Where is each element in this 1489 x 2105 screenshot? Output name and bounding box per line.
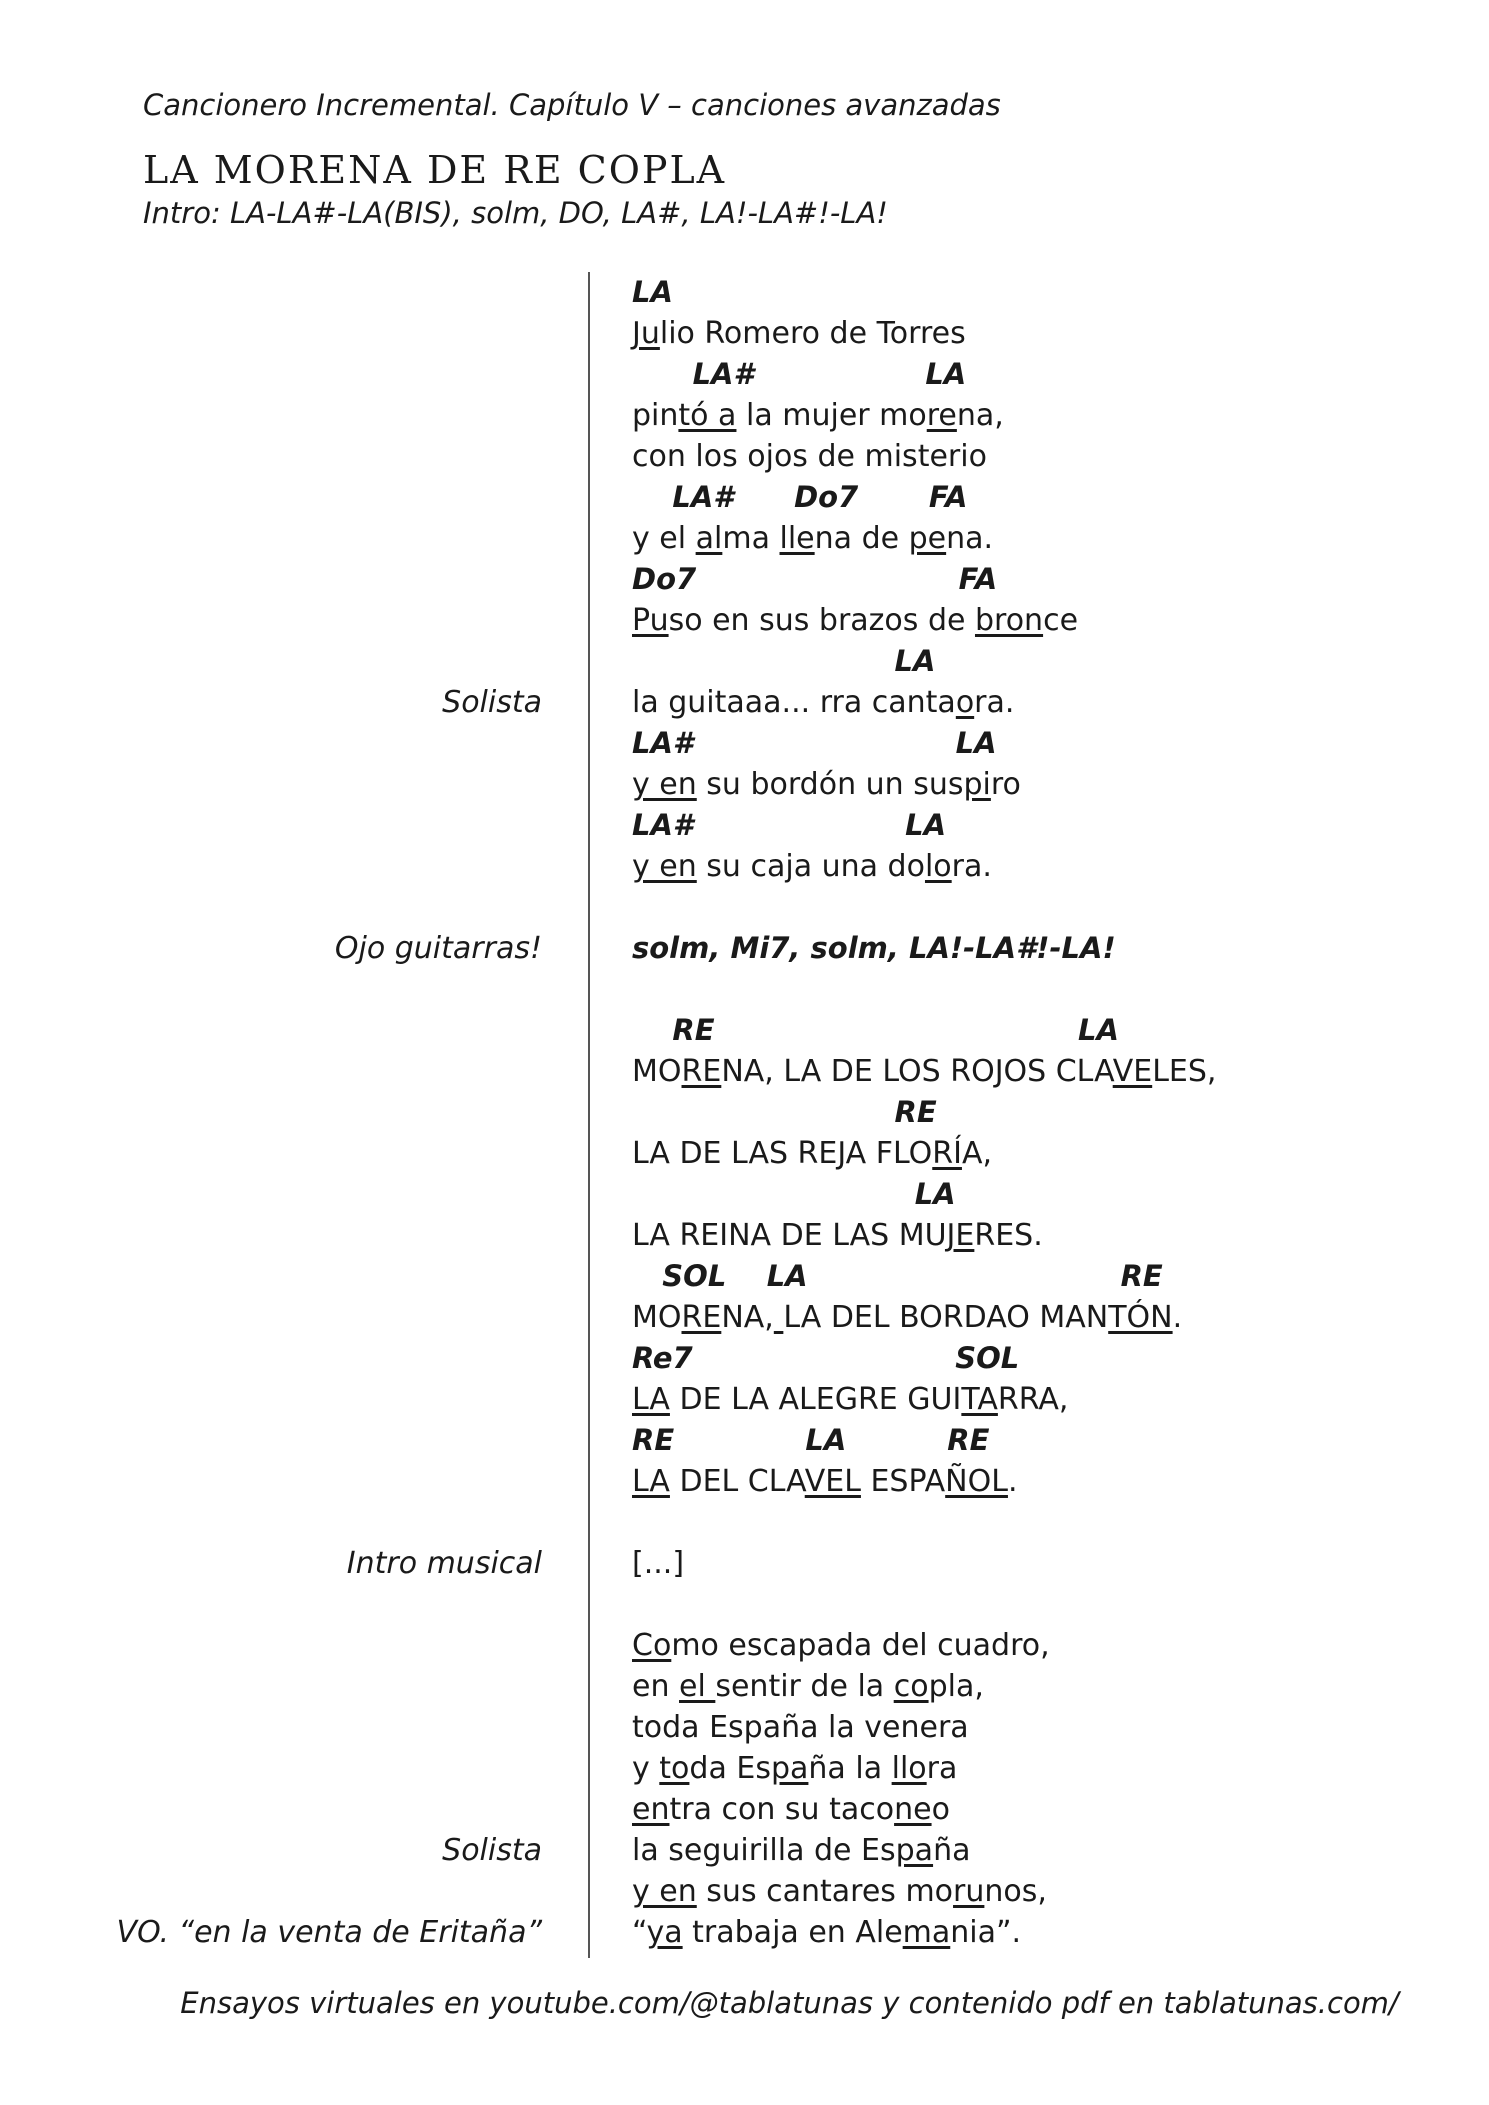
lyric-text: ce xyxy=(1043,603,1079,638)
chords: solm, Mi7, solm, LA!-LA#!-LA! xyxy=(632,931,1116,965)
lyrics xyxy=(632,764,1021,805)
lyrics xyxy=(632,1379,1068,1420)
stressed-syllable: ne xyxy=(894,1792,932,1827)
stressed-syllable: TÓN xyxy=(1108,1300,1173,1335)
lyric-text: en xyxy=(632,1669,680,1704)
chords: LA xyxy=(632,1177,956,1211)
lyric-text: mo escapada del cuadro, xyxy=(671,1628,1050,1663)
performer-note: Solista xyxy=(442,685,542,720)
lyrics xyxy=(632,1830,970,1871)
lyric-text: tra con su taco xyxy=(669,1792,895,1827)
stressed-syllable: LA xyxy=(632,1464,670,1499)
chords: Re7 SOL xyxy=(632,1341,1020,1375)
lyric-text: trabaja en Ale xyxy=(682,1915,903,1950)
lyric-line xyxy=(0,1830,1489,1871)
lyric-text: nia”. xyxy=(950,1915,1022,1950)
lyric-line xyxy=(0,1133,1489,1174)
lyrics xyxy=(632,600,1078,641)
stressed-syllable: pa xyxy=(895,1833,934,1868)
lyric-text: sus cantares mo xyxy=(696,1874,954,1909)
lyric-text: na, xyxy=(956,398,1004,433)
lyric-line xyxy=(0,1215,1489,1256)
chords: LA# LA xyxy=(632,808,947,842)
performer-note: VO. “en la venta de Eritaña” xyxy=(116,1915,542,1950)
chord-line xyxy=(0,1010,1489,1051)
chord-line xyxy=(0,805,1489,846)
stressed-syllable: TA xyxy=(961,1382,998,1417)
stressed-syllable: llo xyxy=(891,1751,927,1786)
footer-credits: Ensayos virtuales en youtube.com/@tablatunas y contenido pdf en tablatunas.com/ xyxy=(180,1986,1399,2020)
lyrics xyxy=(632,1297,1182,1338)
lyric-text: la guitaaa... rra canta xyxy=(632,685,956,720)
lyric-line xyxy=(0,1461,1489,1502)
lyric-text: su bordón un sus xyxy=(696,767,964,802)
stressed-syllable: lle xyxy=(779,521,815,556)
lyric-line xyxy=(0,1379,1489,1420)
lyric-text: sentir de la xyxy=(715,1669,894,1704)
stressed-syllable: lo xyxy=(924,849,952,884)
lyric-text: da Es xyxy=(689,1751,771,1786)
song-title: LA MORENA DE RE COPLA xyxy=(143,148,727,192)
stressed-syllable: co xyxy=(893,1669,929,1704)
lyric-text: ña xyxy=(933,1833,971,1868)
lyric-text: ra. xyxy=(974,685,1015,720)
lyric-line xyxy=(0,1748,1489,1789)
lyric-text: su caja una do xyxy=(696,849,925,884)
stressed-syllable: Pu xyxy=(632,603,669,638)
chord-line xyxy=(0,1256,1489,1297)
chord-line xyxy=(0,1092,1489,1133)
lyric-text: la mujer mo xyxy=(736,398,927,433)
lyric-line xyxy=(0,1051,1489,1092)
chords: Do7 FA xyxy=(632,562,998,596)
stressed-syllable: RE xyxy=(681,1300,722,1335)
chords: LA# Do7 FA xyxy=(632,480,968,514)
lyrics xyxy=(632,518,993,559)
lyrics xyxy=(632,1666,984,1707)
lyric-text: NA, LA DE LOS ROJOS CLA xyxy=(721,1054,1113,1089)
stressed-syllable: LA xyxy=(632,1382,670,1417)
lyric-line xyxy=(0,1912,1489,1953)
lyric-text: . xyxy=(1172,1300,1183,1335)
song-intro-chords: Intro: LA-LA#-LA(BIS), solm, DO, LA#, LA!-LA#!-LA! xyxy=(143,196,888,230)
lyric-line xyxy=(0,764,1489,805)
lyric-text: ma xyxy=(722,521,780,556)
lyrics xyxy=(632,1051,1216,1092)
lyric-line xyxy=(0,1707,1489,1748)
lyric-text: NA, xyxy=(721,1300,774,1335)
chords: RE LA xyxy=(632,1013,1119,1047)
lyric-line xyxy=(0,313,1489,354)
stressed-syllable: el xyxy=(679,1669,716,1704)
stressed-syllable: pa xyxy=(770,1751,809,1786)
lyrics xyxy=(632,1912,1021,1953)
lyric-line xyxy=(0,395,1489,436)
lyric-text: so en sus brazos de xyxy=(668,603,975,638)
stressed-syllable: en xyxy=(632,1792,670,1827)
chord-line xyxy=(0,723,1489,764)
chord-line xyxy=(0,354,1489,395)
lyric-text: RRA, xyxy=(997,1382,1069,1417)
lyrics xyxy=(632,1625,1050,1666)
lyric-text: LA REINA DE LAS MU xyxy=(632,1218,947,1253)
chords: LA# LA xyxy=(632,357,967,391)
stressed-syllable: y en xyxy=(632,849,697,884)
lyric-line xyxy=(0,436,1489,477)
stressed-syllable: re xyxy=(926,398,957,433)
chords: RE LA RE xyxy=(632,1423,990,1457)
lyric-text: nos, xyxy=(984,1874,1047,1909)
chord-line xyxy=(0,1420,1489,1461)
stressed-syllable xyxy=(774,1300,784,1335)
chord-line xyxy=(0,559,1489,600)
lyric-line xyxy=(0,1871,1489,1912)
lyric-text: RES. xyxy=(974,1218,1043,1253)
lyric-line xyxy=(0,600,1489,641)
stressed-syllable: al xyxy=(695,521,723,556)
stressed-syllable: Co xyxy=(632,1628,672,1663)
lyrics xyxy=(632,1215,1043,1256)
stressed-syllable: y en xyxy=(632,1874,697,1909)
lyric-text: LA DE LAS REJA FLO xyxy=(632,1136,933,1171)
musical-intro-line xyxy=(0,1543,1489,1584)
chord-line xyxy=(0,1174,1489,1215)
stressed-syllable: ru xyxy=(953,1874,985,1909)
chord-line xyxy=(0,477,1489,518)
performer-note: Intro musical xyxy=(346,1546,542,1581)
lyric-text: DE LA ALEGRE GUI xyxy=(669,1382,962,1417)
lyrics xyxy=(632,1871,1047,1912)
lyric-text: . xyxy=(1007,1464,1018,1499)
lyric-text: “ xyxy=(632,1915,647,1950)
stressed-syllable: JE xyxy=(946,1218,975,1253)
lyric-text: ro xyxy=(990,767,1021,802)
stressed-syllable: tó a xyxy=(678,398,737,433)
stressed-syllable: ya xyxy=(646,1915,683,1950)
songbook-header: Cancionero Incremental. Capítulo V – canciones avanzadas xyxy=(143,88,1001,122)
lyric-text: ESPA xyxy=(860,1464,946,1499)
lyric-text: lio Romero de Torres xyxy=(659,316,966,351)
lyric-text: na de xyxy=(814,521,909,556)
stressed-syllable: Ju xyxy=(632,316,660,351)
lyric-text: A, xyxy=(961,1136,993,1171)
chords: SOL LA RE xyxy=(632,1259,1163,1293)
chords: LA xyxy=(632,275,673,309)
lyrics xyxy=(632,313,966,354)
lyrics xyxy=(632,682,1014,723)
lyrics xyxy=(632,1461,1018,1502)
lyric-line xyxy=(0,1789,1489,1830)
lyric-text: pla, xyxy=(928,1669,984,1704)
stressed-syllable: VE xyxy=(1112,1054,1153,1089)
lyrics: con los ojos de misterio xyxy=(632,439,987,474)
lyrics xyxy=(632,846,992,887)
chords: RE xyxy=(632,1095,937,1129)
stressed-syllable: o xyxy=(955,685,975,720)
chord-line xyxy=(0,641,1489,682)
lyric-text: na. xyxy=(946,521,994,556)
stressed-syllable: RÍ xyxy=(932,1136,962,1171)
lyric-text: y el xyxy=(632,521,696,556)
chord-line xyxy=(0,1338,1489,1379)
chords: LA# LA xyxy=(632,726,997,760)
lyric-text: MO xyxy=(632,1300,682,1335)
guitar-interlude xyxy=(0,928,1489,969)
lyric-text: LA DEL BORDAO MAN xyxy=(783,1300,1109,1335)
lyric-text: LES, xyxy=(1152,1054,1217,1089)
stressed-syllable: pe xyxy=(908,521,947,556)
performer-note: Solista xyxy=(442,1833,542,1868)
lyrics: toda España la venera xyxy=(632,1710,969,1745)
lyrics xyxy=(632,1133,992,1174)
stressed-syllable: pi xyxy=(963,767,991,802)
chords: LA xyxy=(632,644,936,678)
stressed-syllable: to xyxy=(659,1751,690,1786)
lyric-text: DEL CLA xyxy=(669,1464,805,1499)
lyric-text: ra. xyxy=(951,849,992,884)
lyric-text: pin xyxy=(632,398,679,433)
stressed-syllable: ÑOL xyxy=(945,1464,1008,1499)
lyric-text: y xyxy=(632,1751,660,1786)
lyrics xyxy=(632,1748,957,1789)
lyrics xyxy=(632,395,1004,436)
lyrics xyxy=(632,1789,950,1830)
lyric-line xyxy=(0,846,1489,887)
lyric-line xyxy=(0,682,1489,723)
lyric-line xyxy=(0,1625,1489,1666)
stressed-syllable: y en xyxy=(632,767,697,802)
stressed-syllable: bron xyxy=(974,603,1044,638)
performer-note: Ojo guitarras! xyxy=(334,931,542,966)
lyric-text: ña la xyxy=(808,1751,892,1786)
lyrics: [...] xyxy=(632,1546,685,1581)
lyric-text: MO xyxy=(632,1054,682,1089)
stressed-syllable: VEL xyxy=(804,1464,861,1499)
lyric-line xyxy=(0,1666,1489,1707)
lyric-text: la seguirilla de Es xyxy=(632,1833,896,1868)
lyric-line xyxy=(0,518,1489,559)
stressed-syllable: ma xyxy=(902,1915,951,1950)
lyric-text: ra xyxy=(926,1751,958,1786)
stressed-syllable: RE xyxy=(681,1054,722,1089)
chord-line xyxy=(0,272,1489,313)
lyric-text: o xyxy=(931,1792,950,1827)
lyric-line xyxy=(0,1297,1489,1338)
